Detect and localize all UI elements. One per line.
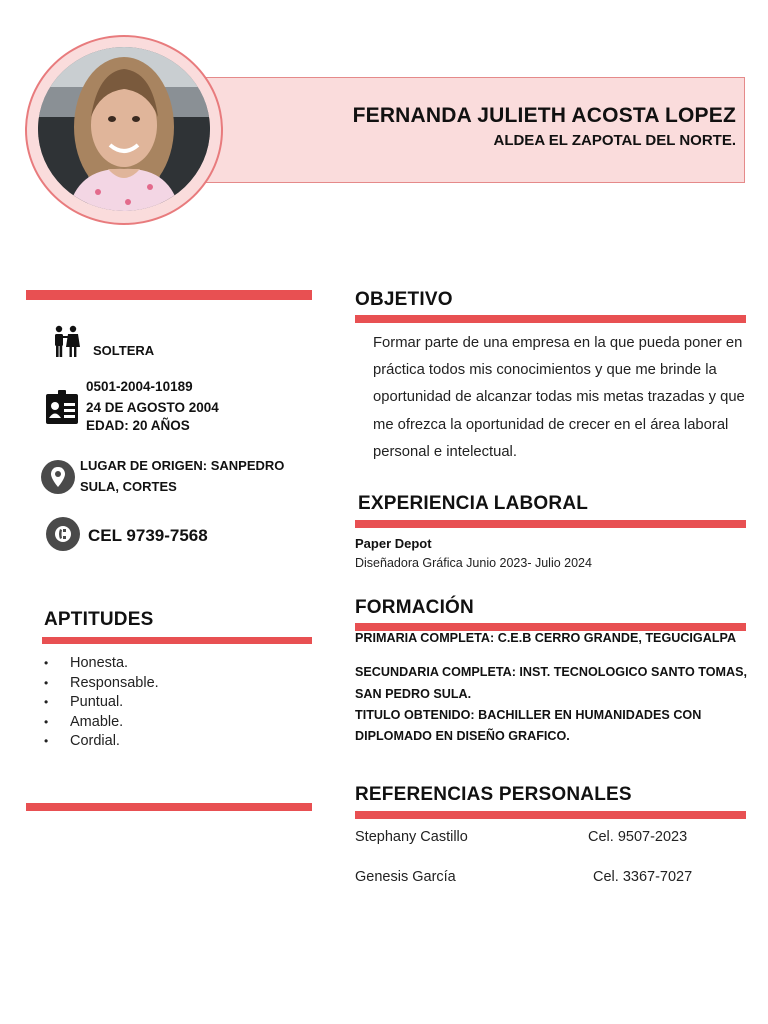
formacion-secundaria-1: SECUNDARIA COMPLETA: INST. TECNOLOGICO SANTO TOMAS, <box>355 665 748 679</box>
list-item: • Responsable. <box>44 674 159 694</box>
formacion-titulo-1: TITULO OBTENIDO: BACHILLER EN HUMANIDADES CON <box>355 708 702 722</box>
origin-line2: SULA, CORTES <box>80 479 177 494</box>
couple-icon <box>52 325 80 364</box>
list-item: • Amable. <box>44 713 159 733</box>
left-divider-top <box>26 290 312 300</box>
left-divider-bottom <box>26 803 312 811</box>
aptitudes-title: APTITUDES <box>44 609 154 630</box>
experiencia-underline <box>355 520 746 528</box>
referencias-underline <box>355 811 746 819</box>
formacion-primaria: PRIMARIA COMPLETA: C.E.B CERRO GRANDE, TEGUCIGALPA <box>355 631 737 645</box>
phone-icon <box>46 517 80 556</box>
experiencia-detail: Diseñadora Gráfica Junio 2023- Julio 2024 <box>355 556 592 570</box>
objetivo-title: OBJETIVO <box>355 289 453 310</box>
list-item: • Cordial. <box>44 732 159 752</box>
formacion-title: FORMACIÓN <box>355 597 474 618</box>
full-name: FERNANDA JULIETH ACOSTA LOPEZ <box>352 104 736 127</box>
civil-status: SOLTERA <box>93 342 155 358</box>
name-banner <box>180 77 745 183</box>
age: EDAD: 20 AÑOS <box>86 418 190 433</box>
reference-name: Genesis García <box>355 869 456 885</box>
reference-name: Stephany Castillo <box>355 829 468 845</box>
list-item: • Honesta. <box>44 654 159 674</box>
formacion-titulo-2: DIPLOMADO EN DISEÑO GRAFICO. <box>355 729 570 743</box>
address: ALDEA EL ZAPOTAL DEL NORTE. <box>493 132 736 149</box>
reference-phone: Cel. 3367-7027 <box>593 869 693 885</box>
id-card-icon <box>46 390 78 429</box>
birth-date: 24 DE AGOSTO 2004 <box>86 400 219 415</box>
aptitudes-list <box>44 654 159 752</box>
experiencia-title: EXPERIENCIA LABORAL <box>358 493 589 514</box>
objetivo-underline <box>355 315 746 323</box>
id-number: 0501-2004-10189 <box>86 379 193 394</box>
reference-phone: Cel. 9507-2023 <box>588 829 688 845</box>
location-pin-icon <box>41 460 75 499</box>
phone-number: CEL 9739-7568 <box>88 526 208 545</box>
profile-photo-frame <box>25 35 223 225</box>
civil-status-row <box>52 325 154 364</box>
referencias-title: REFERENCIAS PERSONALES <box>355 784 632 805</box>
objetivo-text: Formar parte de una empresa en la que pueda poner en práctica todos mis conocimientos y que me brinde la oportunidad de alcanzar todas mis metas trazadas y que me ofrezca la oportunidad de crecer en el área laboral personal e intelectual. <box>373 335 745 460</box>
list-item: • Puntual. <box>44 693 159 713</box>
experiencia-company: Paper Depot <box>355 536 432 551</box>
origin-line1: LUGAR DE ORIGEN: SANPEDRO <box>80 458 285 473</box>
formacion-secundaria-2: SAN PEDRO SULA. <box>355 687 472 701</box>
profile-photo <box>38 47 210 211</box>
aptitudes-underline <box>42 637 312 644</box>
